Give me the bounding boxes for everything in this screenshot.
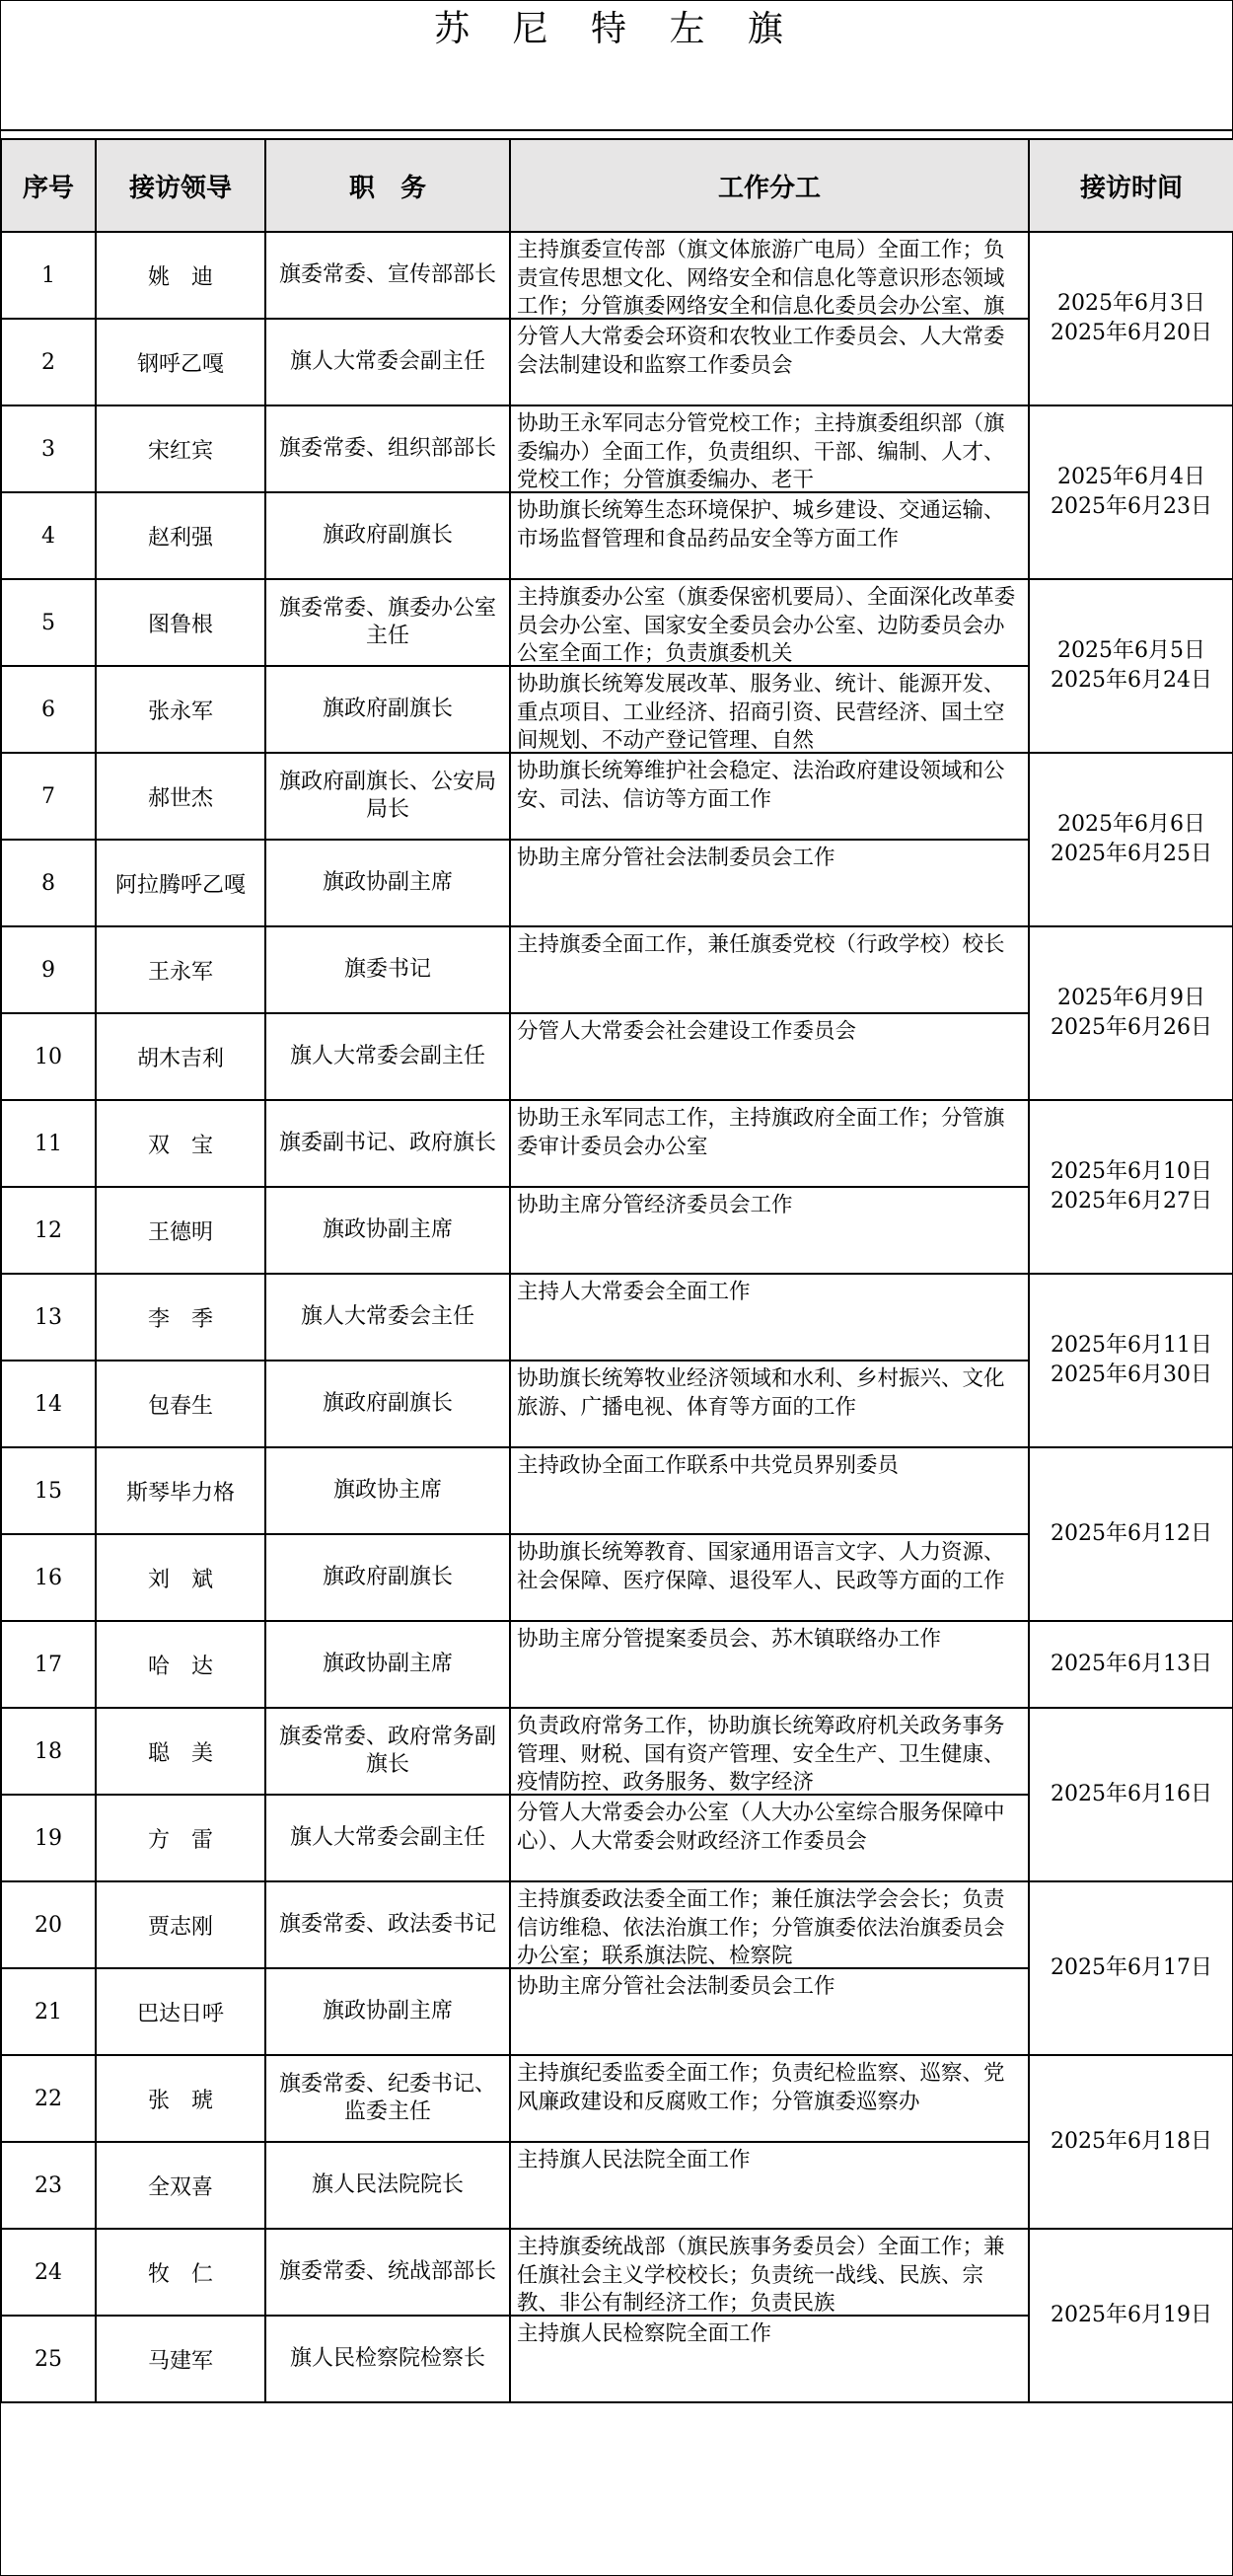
- duty-cell: [510, 1013, 1029, 1100]
- leader-position: 旗政府副旗长: [265, 1361, 510, 1447]
- duty-cell: [510, 926, 1029, 1013]
- row-number: 9: [1, 926, 96, 1013]
- row-number: 22: [1, 2055, 96, 2142]
- duty-cell: [510, 492, 1029, 579]
- duty-text: 协助主席分管社会法制委员会工作: [517, 1974, 835, 1999]
- leader-name: 赵利强: [96, 492, 265, 579]
- leader-position: 旗委常委、政府常务副旗长: [265, 1708, 510, 1795]
- reception-time: [1029, 2055, 1233, 2229]
- reception-date: 2025年6月11日: [1051, 1333, 1212, 1358]
- leader-position: 旗政协副主席: [265, 840, 510, 926]
- table-row: [1, 1881, 1233, 1968]
- reception-date: 2025年6月19日: [1051, 2303, 1212, 2327]
- reception-date: 2025年6月30日: [1051, 1362, 1212, 1387]
- duty-cell: [510, 405, 1029, 492]
- duty-text: 主持旗委政法委全面工作；兼任旗法学会会长；负责信访维稳、依法治旗工作；分管旗委依法治旗委员会办公室；联系旗法院、检察院: [517, 1887, 1005, 1967]
- row-number: 3: [1, 405, 96, 492]
- row-number: 12: [1, 1187, 96, 1274]
- row-number: 25: [1, 2316, 96, 2402]
- leader-name: 王德明: [96, 1187, 265, 1274]
- leader-position: 旗政府副旗长: [265, 666, 510, 753]
- table-header-row: [1, 139, 1233, 232]
- duty-text: 协助旗长统筹维护社会稳定、法治政府建设领域和公安、司法、信访等方面工作: [517, 759, 1005, 812]
- duty-cell: [510, 753, 1029, 840]
- duty-text: 主持政协全面工作联系中共党员界别委员: [517, 1453, 900, 1478]
- leader-name: 张 琥: [96, 2055, 265, 2142]
- duty-cell: [510, 2142, 1029, 2229]
- duty-cell: [510, 1447, 1029, 1534]
- reception-time: [1029, 405, 1233, 579]
- leader-name: 阿拉腾呼乙嘎: [96, 840, 265, 926]
- reception-date: 2025年6月25日: [1051, 842, 1212, 866]
- row-number: 15: [1, 1447, 96, 1534]
- duty-text: 主持旗纪委监委全面工作；负责纪检监察、巡察、党风廉政建设和反腐败工作；分管旗委巡察办: [517, 2061, 1005, 2114]
- duty-text: 主持旗委宣传部（旗文体旅游广电局）全面工作；负责宣传思想文化、网络安全和信息化等意识形态领域工作；分管旗委网络安全和信息化委员会办公室、旗: [517, 238, 1005, 318]
- leader-name: 包春生: [96, 1361, 265, 1447]
- row-number: 5: [1, 579, 96, 666]
- row-number: 4: [1, 492, 96, 579]
- leader-position: 旗委常委、统战部部长: [265, 2229, 510, 2316]
- leader-name: 宋红宾: [96, 405, 265, 492]
- reception-time: [1029, 753, 1233, 926]
- reception-date: 2025年6月18日: [1051, 2129, 1212, 2154]
- duty-cell: [510, 840, 1029, 926]
- reception-time: [1029, 1447, 1233, 1621]
- header-duty: 工作分工: [510, 139, 1029, 232]
- duty-text: 分管人大常委会环资和农牧业工作委员会、人大常委会法制建设和监察工作委员会: [517, 325, 1005, 378]
- row-number: 11: [1, 1100, 96, 1187]
- duty-cell: [510, 1100, 1029, 1187]
- duty-cell: [510, 2055, 1029, 2142]
- reception-time: [1029, 1881, 1233, 2055]
- duty-cell: [510, 1881, 1029, 1968]
- reception-time: [1029, 1100, 1233, 1274]
- header-leader: 接访领导: [96, 139, 265, 232]
- table-row: [1, 1274, 1233, 1361]
- leader-name: 全双喜: [96, 2142, 265, 2229]
- reception-time: [1029, 1708, 1233, 1881]
- row-number: 19: [1, 1795, 96, 1881]
- row-number: 13: [1, 1274, 96, 1361]
- leader-position: 旗政协副主席: [265, 1968, 510, 2055]
- leader-name: 刘 斌: [96, 1534, 265, 1621]
- leader-position: 旗委常委、宣传部部长: [265, 232, 510, 319]
- table-row: [1, 232, 1233, 319]
- duty-cell: [510, 1968, 1029, 2055]
- header-position: 职 务: [265, 139, 510, 232]
- duty-text: 协助王永军同志分管党校工作；主持旗委组织部（旗委编办）全面工作，负责组织、干部、编制、人才、党校工作；分管旗委编办、老干: [517, 411, 1005, 491]
- reception-date: 2025年6月27日: [1051, 1189, 1212, 1214]
- leader-position: 旗委副书记、政府旗长: [265, 1100, 510, 1187]
- row-number: 23: [1, 2142, 96, 2229]
- duty-text: 分管人大常委会社会建设工作委员会: [517, 1019, 857, 1044]
- reception-date: 2025年6月24日: [1051, 668, 1212, 693]
- duty-text: 协助王永军同志工作，主持旗政府全面工作；分管旗委审计委员会办公室: [517, 1106, 1005, 1159]
- reception-date: 2025年6月6日: [1057, 812, 1205, 837]
- leader-position: 旗政府副旗长: [265, 1534, 510, 1621]
- leader-position: 旗人民法院院长: [265, 2142, 510, 2229]
- leader-name: 姚 迪: [96, 232, 265, 319]
- leader-position: 旗人大常委会副主任: [265, 319, 510, 405]
- leader-name: 方 雷: [96, 1795, 265, 1881]
- table-row: [1, 405, 1233, 492]
- table-row: [1, 1447, 1233, 1534]
- duty-text: 协助旗长统筹发展改革、服务业、统计、能源开发、重点项目、工业经济、招商引资、民营经济、国土空间规划、不动产登记管理、自然: [517, 672, 1005, 752]
- leader-position: 旗人大常委会副主任: [265, 1013, 510, 1100]
- reception-date: 2025年6月12日: [1051, 1521, 1212, 1546]
- page-title: 苏 尼 特 左 旗: [434, 9, 799, 49]
- leader-position: 旗政协副主席: [265, 1187, 510, 1274]
- table-row: [1, 1621, 1233, 1708]
- title-divider: [0, 129, 1233, 131]
- reception-schedule-table: [0, 138, 1233, 2403]
- table-row: [1, 2229, 1233, 2316]
- table-row: [1, 2055, 1233, 2142]
- duty-cell: [510, 1621, 1029, 1708]
- reception-time: [1029, 926, 1233, 1100]
- leader-name: 张永军: [96, 666, 265, 753]
- duty-text: 主持旗委全面工作，兼任旗委党校（行政学校）校长: [517, 932, 1005, 957]
- leader-position: 旗人大常委会主任: [265, 1274, 510, 1361]
- table-row: [1, 1708, 1233, 1795]
- reception-date: 2025年6月9日: [1057, 986, 1205, 1010]
- duty-text: 协助主席分管经济委员会工作: [517, 1193, 793, 1217]
- leader-name: 哈 达: [96, 1621, 265, 1708]
- duty-cell: [510, 2316, 1029, 2402]
- leader-position: 旗人大常委会副主任: [265, 1795, 510, 1881]
- leader-position: 旗委常委、组织部部长: [265, 405, 510, 492]
- duty-text: 协助旗长统筹牧业经济领域和水利、乡村振兴、文化旅游、广播电视、体育等方面的工作: [517, 1366, 1005, 1420]
- duty-text: 协助主席分管社会法制委员会工作: [517, 846, 835, 870]
- duty-cell: [510, 1795, 1029, 1881]
- duty-text: 主持旗人民法院全面工作: [517, 2148, 751, 2172]
- row-number: 16: [1, 1534, 96, 1621]
- row-number: 6: [1, 666, 96, 753]
- duty-cell: [510, 232, 1029, 319]
- reception-date: 2025年6月3日: [1057, 291, 1205, 316]
- duty-text: 协助旗长统筹生态环境保护、城乡建设、交通运输、市场监督管理和食品药品安全等方面工作: [517, 498, 1005, 552]
- row-number: 21: [1, 1968, 96, 2055]
- header-time: 接访时间: [1029, 139, 1233, 232]
- leader-position: 旗委书记: [265, 926, 510, 1013]
- duty-cell: [510, 666, 1029, 753]
- leader-position: 旗委常委、纪委书记、监委主任: [265, 2055, 510, 2142]
- reception-time: [1029, 1621, 1233, 1708]
- row-number: 17: [1, 1621, 96, 1708]
- duty-cell: [510, 1534, 1029, 1621]
- table-row: [1, 926, 1233, 1013]
- leader-name: 贾志刚: [96, 1881, 265, 1968]
- reception-time: [1029, 1274, 1233, 1447]
- reception-date: 2025年6月13日: [1051, 1652, 1212, 1676]
- table-body: [1, 232, 1233, 2402]
- duty-text: 协助旗长统筹教育、国家通用语言文字、人力资源、社会保障、医疗保障、退役军人、民政等方面的工作: [517, 1540, 1005, 1593]
- row-number: 7: [1, 753, 96, 840]
- leader-position: 旗政协副主席: [265, 1621, 510, 1708]
- row-number: 1: [1, 232, 96, 319]
- duty-text: 主持旗委统战部（旗民族事务委员会）全面工作；兼任旗社会主义学校校长；负责统一战线、民族、宗教、非公有制经济工作；负责民族: [517, 2235, 1005, 2315]
- duty-cell: [510, 1274, 1029, 1361]
- leader-name: 图鲁根: [96, 579, 265, 666]
- row-number: 10: [1, 1013, 96, 1100]
- duty-text: 主持旗委办公室（旗委保密机要局）、全面深化改革委员会办公室、国家安全委员会办公室、边防委员会办公室全面工作；负责旗委机关: [517, 585, 1016, 665]
- row-number: 18: [1, 1708, 96, 1795]
- reception-date: 2025年6月10日: [1051, 1159, 1212, 1184]
- leader-name: 李 季: [96, 1274, 265, 1361]
- reception-date: 2025年6月5日: [1057, 638, 1205, 663]
- reception-time: [1029, 579, 1233, 753]
- reception-date: 2025年6月16日: [1051, 1782, 1212, 1806]
- duty-cell: [510, 319, 1029, 405]
- leader-name: 牧 仁: [96, 2229, 265, 2316]
- duty-text: 主持旗人民检察院全面工作: [517, 2321, 772, 2346]
- reception-time: [1029, 232, 1233, 405]
- duty-cell: [510, 1708, 1029, 1795]
- row-number: 20: [1, 1881, 96, 1968]
- duty-cell: [510, 579, 1029, 666]
- table-row: [1, 753, 1233, 840]
- leader-name: 王永军: [96, 926, 265, 1013]
- duty-cell: [510, 1187, 1029, 1274]
- reception-date: 2025年6月17日: [1051, 1955, 1212, 1980]
- leader-position: 旗委常委、政法委书记: [265, 1881, 510, 1968]
- duty-cell: [510, 2229, 1029, 2316]
- leader-name: 巴达日呼: [96, 1968, 265, 2055]
- leader-name: 聪 美: [96, 1708, 265, 1795]
- leader-position: 旗政府副旗长、公安局局长: [265, 753, 510, 840]
- duty-text: 主持人大常委会全面工作: [517, 1280, 751, 1304]
- leader-name: 钢呼乙嘎: [96, 319, 265, 405]
- leader-name: 斯琴毕力格: [96, 1447, 265, 1534]
- leader-position: 旗人民检察院检察长: [265, 2316, 510, 2402]
- leader-name: 胡木吉利: [96, 1013, 265, 1100]
- row-number: 2: [1, 319, 96, 405]
- duty-text: 负责政府常务工作，协助旗长统筹政府机关政务事务管理、财税、国有资产管理、安全生产、卫生健康、疫情防控、政务服务、数字经济: [517, 1714, 1005, 1794]
- table-row: [1, 579, 1233, 666]
- leader-name: 双 宝: [96, 1100, 265, 1187]
- reception-date: 2025年6月20日: [1051, 321, 1212, 345]
- row-number: 14: [1, 1361, 96, 1447]
- reception-date: 2025年6月23日: [1051, 494, 1212, 519]
- duty-text: 分管人大常委会办公室（人大办公室综合服务保障中心）、人大常委会财政经济工作委员会: [517, 1801, 1005, 1854]
- duty-text: 协助主席分管提案委员会、苏木镇联络办工作: [517, 1627, 942, 1652]
- header-no: 序号: [1, 139, 96, 232]
- row-number: 8: [1, 840, 96, 926]
- leader-name: 郝世杰: [96, 753, 265, 840]
- reception-time: [1029, 2229, 1233, 2402]
- reception-date: 2025年6月26日: [1051, 1015, 1212, 1040]
- table-row: [1, 1100, 1233, 1187]
- leader-position: 旗政协主席: [265, 1447, 510, 1534]
- leader-position: 旗委常委、旗委办公室主任: [265, 579, 510, 666]
- row-number: 24: [1, 2229, 96, 2316]
- reception-date: 2025年6月4日: [1057, 465, 1205, 489]
- duty-cell: [510, 1361, 1029, 1447]
- leader-position: 旗政府副旗长: [265, 492, 510, 579]
- leader-name: 马建军: [96, 2316, 265, 2402]
